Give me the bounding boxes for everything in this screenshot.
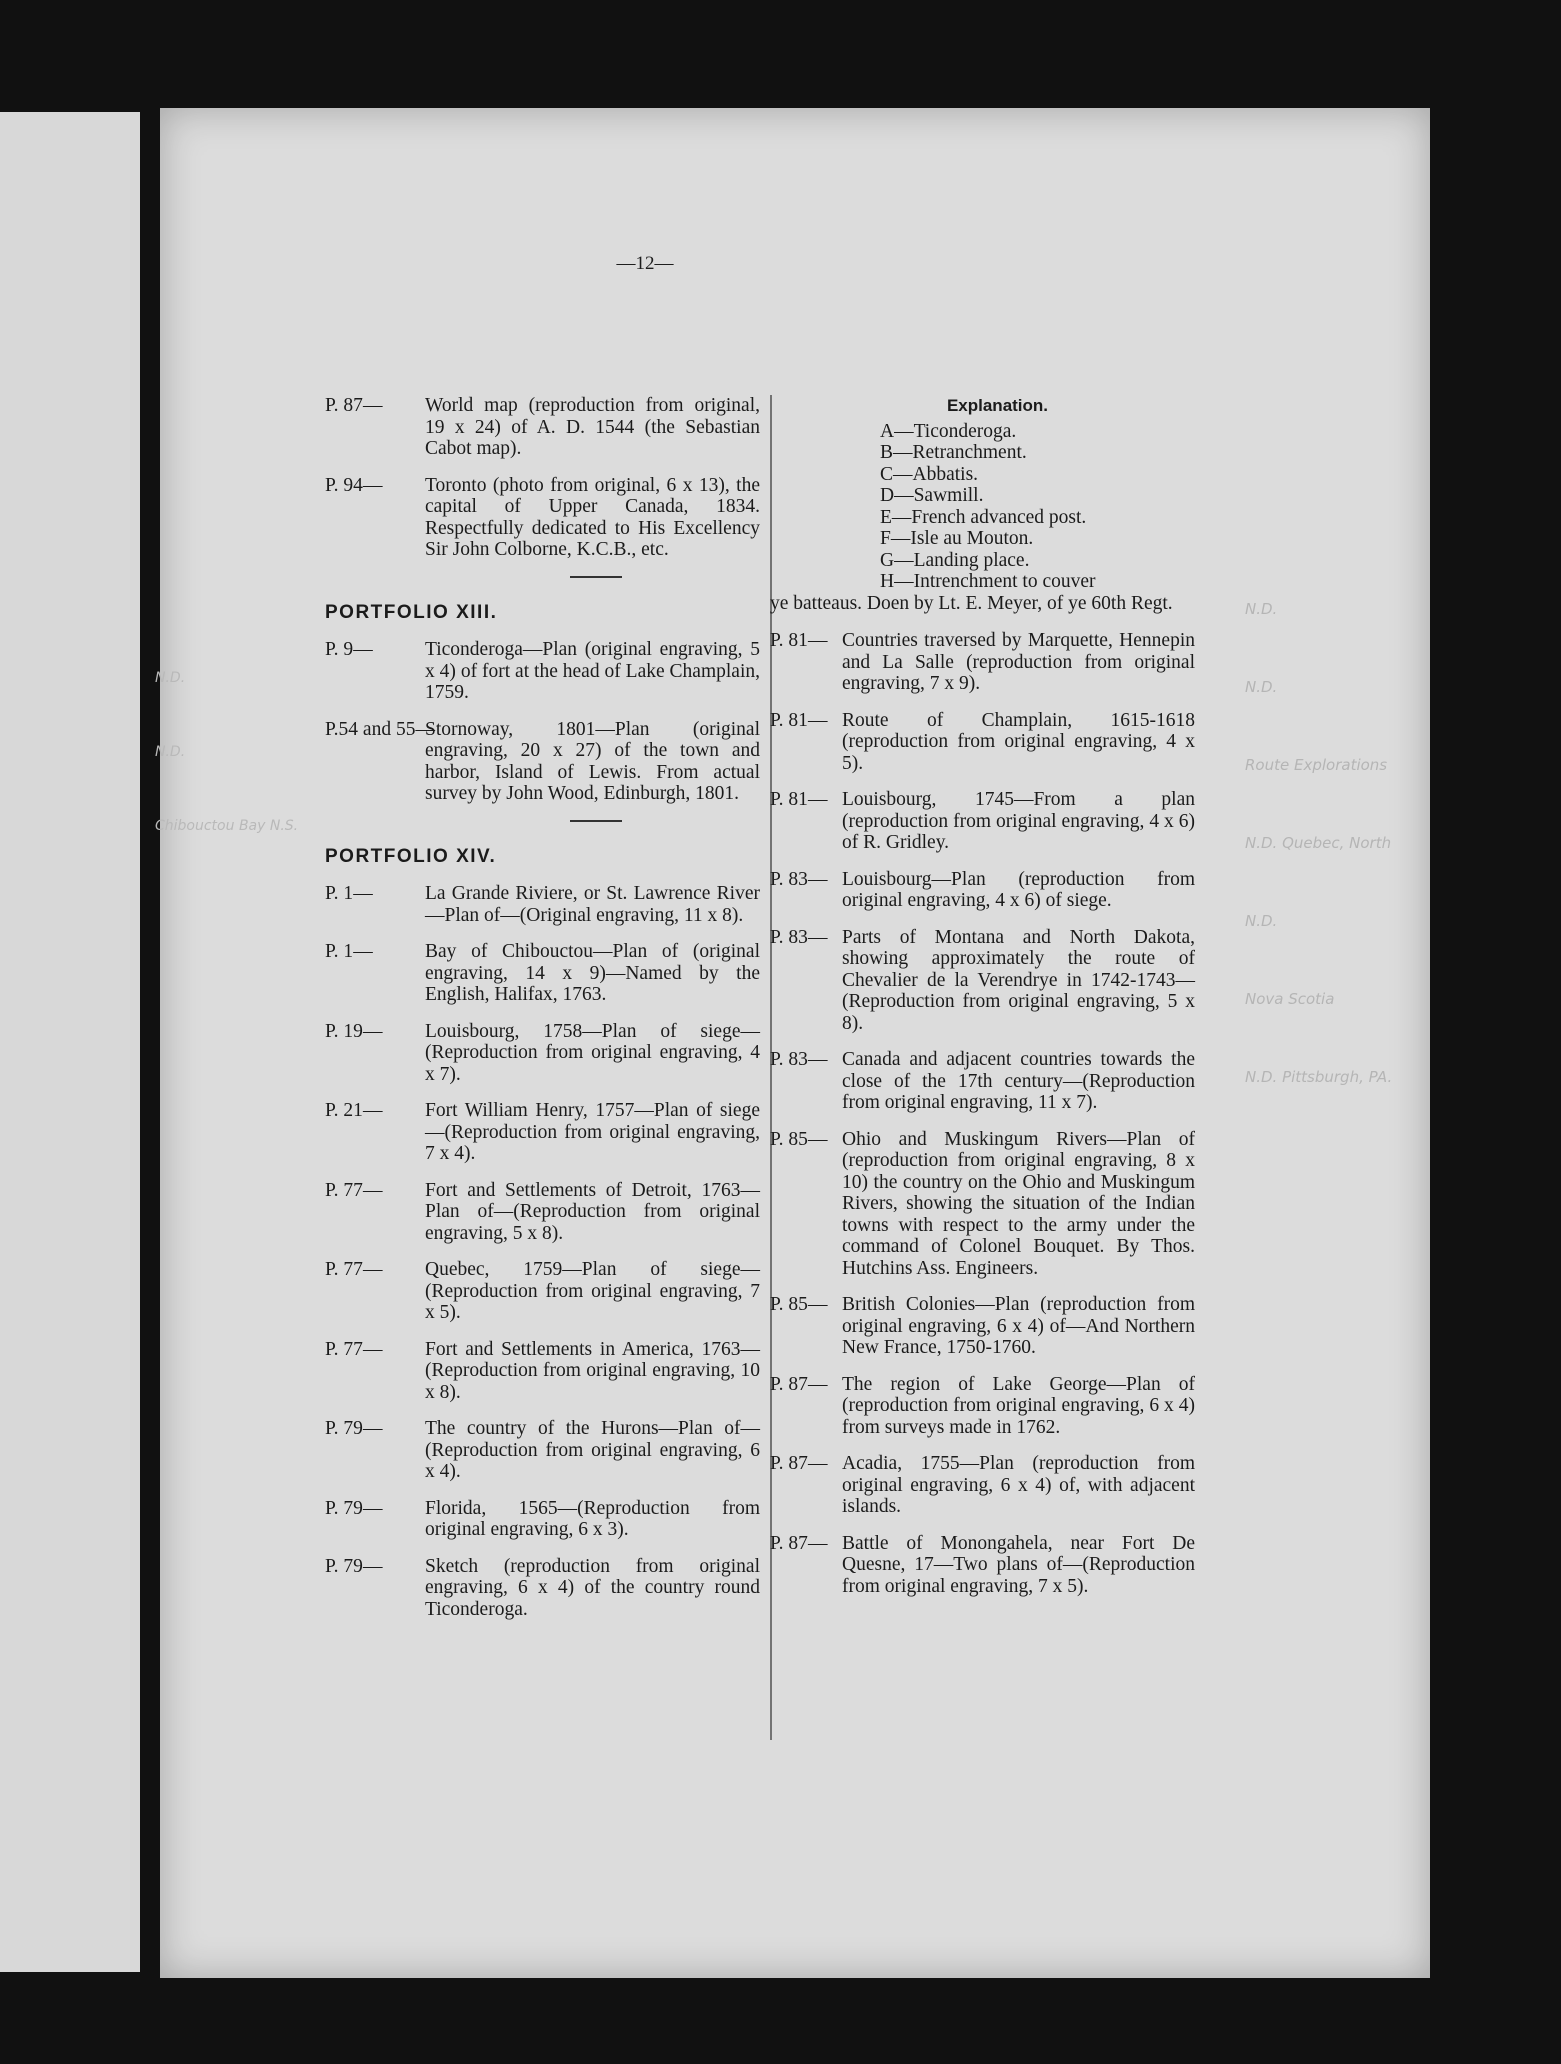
adjacent-page-edge	[0, 112, 140, 1972]
entry-text: Countries traversed by Marquette, Hennepin and La Salle (reproduction from original engraving, 7 x 9).	[842, 630, 1195, 694]
entry-text: Bay of Chibouctou—Plan of (original engraving, 14 x 9)—Named by the English, Halifax, 1763.	[425, 941, 760, 1005]
margin-note: N.D. Quebec, North	[1245, 834, 1392, 852]
entry-text: Parts of Montana and North Dakota, showing approximately the route of Chevalier de la Verendrye in 1742-1743—(Reproduction from original engraving, 5 x 8).	[842, 926, 1195, 1034]
catalog-entry	[325, 475, 760, 561]
entry-page-ref: P. 87 —	[770, 1533, 827, 1555]
catalog-entry	[770, 927, 1195, 1035]
entry-text: Route of Champlain, 1615-1618 (reproduction from original engraving, 4 x 5).	[842, 709, 1195, 774]
entry-page-ref: P. 87 —	[770, 1374, 827, 1396]
explanation-note: ye batteaus. Doen by Lt. E. Meyer, of ye 60th Regt.	[770, 592, 1173, 614]
explanation-item: A—Ticonderoga.	[880, 420, 1017, 442]
entry-text: Ohio and Muskingum Rivers—Plan of (reproduction from original engraving, 8 x 10) the country on the Ohio and Muskingum Rivers, showing the situation of the Indian towns with respect to the army under the command of Colonel Bouquet. By Thos. Hutchins Ass. Engineers.	[842, 1128, 1195, 1279]
explanation-title: Explanation.	[946, 396, 1049, 415]
entry-page-ref: P.54 and 55 —	[325, 719, 435, 741]
entry-page-ref: P. 83 —	[770, 927, 827, 949]
entry-text: British Colonies—Plan (reproduction from original engraving, 6 x 4) of—And Northern New France, 1750-1760.	[842, 1294, 1195, 1358]
catalog-entry	[770, 1374, 1195, 1439]
catalog-entry	[325, 1100, 760, 1165]
entry-page-ref: P. 21 —	[325, 1100, 382, 1122]
entry-page-ref: P. 85 —	[770, 1129, 827, 1151]
explanation-item: C—Abbatis.	[880, 463, 979, 485]
entry-text: Battle of Monongahela, near Fort De Quesne, 17—Two plans of—(Reproduction from original engraving, 7 x 5).	[842, 1532, 1195, 1597]
page-number: —12—	[616, 253, 674, 274]
entry-page-ref: P. 77 —	[325, 1180, 382, 1202]
entry-page-ref: P. 79 —	[325, 1418, 382, 1440]
entry-page-ref: P. 77 —	[325, 1339, 382, 1361]
entry-page-ref: P. 1 —	[325, 883, 373, 905]
catalog-entry	[770, 789, 1195, 854]
explanation-item: D—Sawmill.	[880, 485, 984, 506]
explanation-item: B—Retranchment.	[880, 442, 1027, 463]
catalog-entry	[325, 1339, 760, 1404]
entry-text: The country of the Hurons—Plan of—(Reproduction from original engraving, 6 x 4).	[425, 1418, 760, 1482]
catalog-entry	[325, 395, 760, 460]
entry-page-ref: P. 94 —	[325, 475, 382, 497]
margin-note: N.D.	[155, 670, 186, 686]
entry-text: Fort William Henry, 1757—Plan of siege—(Reproduction from original engraving, 7 x 4).	[425, 1100, 760, 1164]
entry-text: Toronto (photo from original, 6 x 13), the capital of Upper Canada, 1834. Respectfully dedicated to His Excellency Sir John Colborne, K.C.B., etc.	[425, 474, 760, 560]
margin-note: Route Explorations	[1245, 756, 1388, 774]
entry-text: Quebec, 1759—Plan of siege—(Reproduction from original engraving, 7 x 5).	[425, 1259, 760, 1323]
explanation-item: G—Landing place.	[880, 549, 1030, 571]
catalog-entry	[770, 1294, 1195, 1359]
catalog-entry	[325, 1259, 760, 1324]
catalog-entry	[770, 1453, 1195, 1518]
catalog-entry	[770, 1049, 1195, 1114]
catalog-entry	[325, 883, 760, 926]
entry-text: La Grande Riviere, or St. Lawrence River—Plan of—(Original engraving, 11 x 8).	[425, 883, 760, 926]
entry-text: Canada and adjacent countries towards the close of the 17th century—(Reproduction from original engraving, 11 x 7).	[842, 1049, 1195, 1113]
section-rule	[570, 820, 622, 822]
catalog-entry	[325, 941, 760, 1006]
catalog-entry	[325, 1418, 760, 1483]
entry-page-ref: P. 1 —	[325, 941, 373, 963]
catalog-entry	[770, 630, 1195, 695]
entry-text: Florida, 1565—(Reproduction from original engraving, 6 x 3).	[425, 1497, 760, 1540]
entry-page-ref: P. 81 —	[770, 710, 827, 732]
explanation-item: F—Isle au Mouton.	[880, 528, 1034, 549]
entry-page-ref: P. 81 —	[770, 630, 827, 652]
handwritten-margin-notes	[1245, 600, 1415, 1146]
explanation-note-first: H—Intrenchment to couver	[880, 571, 1096, 592]
margin-note: N.D.	[1245, 600, 1278, 618]
catalog-entry	[325, 1180, 760, 1245]
portfolio-heading: PORTFOLIO XIV.	[325, 845, 497, 867]
catalog-entry	[325, 1556, 760, 1621]
entry-page-ref: P. 77 —	[325, 1259, 382, 1281]
entry-page-ref: P. 83 —	[770, 1049, 827, 1071]
margin-note: Nova Scotia	[1245, 990, 1335, 1008]
right-column	[770, 395, 1195, 1612]
margin-note: N.D.	[1245, 678, 1278, 696]
entry-text: The region of Lake George—Plan of (reproduction from original engraving, 6 x 4) from surveys made in 1762.	[842, 1373, 1195, 1438]
entry-text: Fort and Settlements of Detroit, 1763—Plan of—(Reproduction from original engraving, 5 x 8).	[425, 1179, 760, 1244]
section-rule	[570, 576, 622, 578]
entry-text: Stornoway, 1801—Plan (original engraving, 20 x 27) of the town and harbor, Island of Lewis. From actual survey by John Wood, Edinburgh, 1801.	[425, 718, 760, 804]
catalog-entry	[325, 639, 760, 704]
handwritten-margin-notes-left	[155, 670, 325, 892]
entry-page-ref: P. 87 —	[325, 395, 382, 417]
catalog-entry	[770, 869, 1195, 912]
entry-text: Acadia, 1755—Plan (reproduction from original engraving, 6 x 4) of, with adjacent islands.	[842, 1453, 1195, 1517]
entry-text: World map (reproduction from original, 19 x 24) of A. D. 1544 (the Sebastian Cabot map).	[425, 395, 760, 459]
entry-page-ref: P. 19 —	[325, 1021, 382, 1043]
entry-text: Louisbourg, 1758—Plan of siege—(Reproduction from original engraving, 4 x 7).	[425, 1020, 760, 1085]
catalog-entry	[325, 1021, 760, 1086]
entry-page-ref: P. 79 —	[325, 1498, 382, 1520]
portfolio-heading: PORTFOLIO XIII.	[325, 601, 498, 623]
entry-page-ref: P. 87 —	[770, 1453, 827, 1475]
entry-text: Ticonderoga—Plan (original engraving, 5 x 4) of fort at the head of Lake Champlain, 1759.	[425, 639, 760, 703]
entry-text: Sketch (reproduction from original engraving, 6 x 4) of the country round Ticonderoga.	[425, 1555, 760, 1620]
catalog-entry	[770, 1129, 1195, 1280]
left-column	[325, 395, 760, 1635]
explanation-item: E—French advanced post.	[880, 506, 1087, 528]
margin-note: N.D.	[155, 744, 186, 760]
catalog-entry	[325, 719, 760, 805]
entry-page-ref: P. 81 —	[770, 789, 827, 811]
margin-note: N.D.	[1245, 912, 1278, 930]
entry-page-ref: P. 9 —	[325, 639, 373, 661]
catalog-entry	[770, 1533, 1195, 1598]
catalog-entry	[325, 1498, 760, 1541]
entry-text: Louisbourg, 1745—From a plan (reproduction from original engraving, 4 x 6) of R. Gridley.	[842, 789, 1195, 853]
margin-note: N.D. Pittsburgh, PA.	[1245, 1068, 1393, 1086]
entry-text: Louisbourg—Plan (reproduction from original engraving, 4 x 6) of siege.	[842, 868, 1195, 911]
entry-text: Fort and Settlements in America, 1763—(Reproduction from original engraving, 10 x 8).	[425, 1338, 760, 1403]
entry-page-ref: P. 79 —	[325, 1556, 382, 1578]
entry-page-ref: P. 85 —	[770, 1294, 827, 1316]
catalog-entry	[770, 710, 1195, 775]
margin-note: Chibouctou Bay N.S.	[155, 818, 299, 834]
entry-page-ref: P. 83 —	[770, 869, 827, 891]
